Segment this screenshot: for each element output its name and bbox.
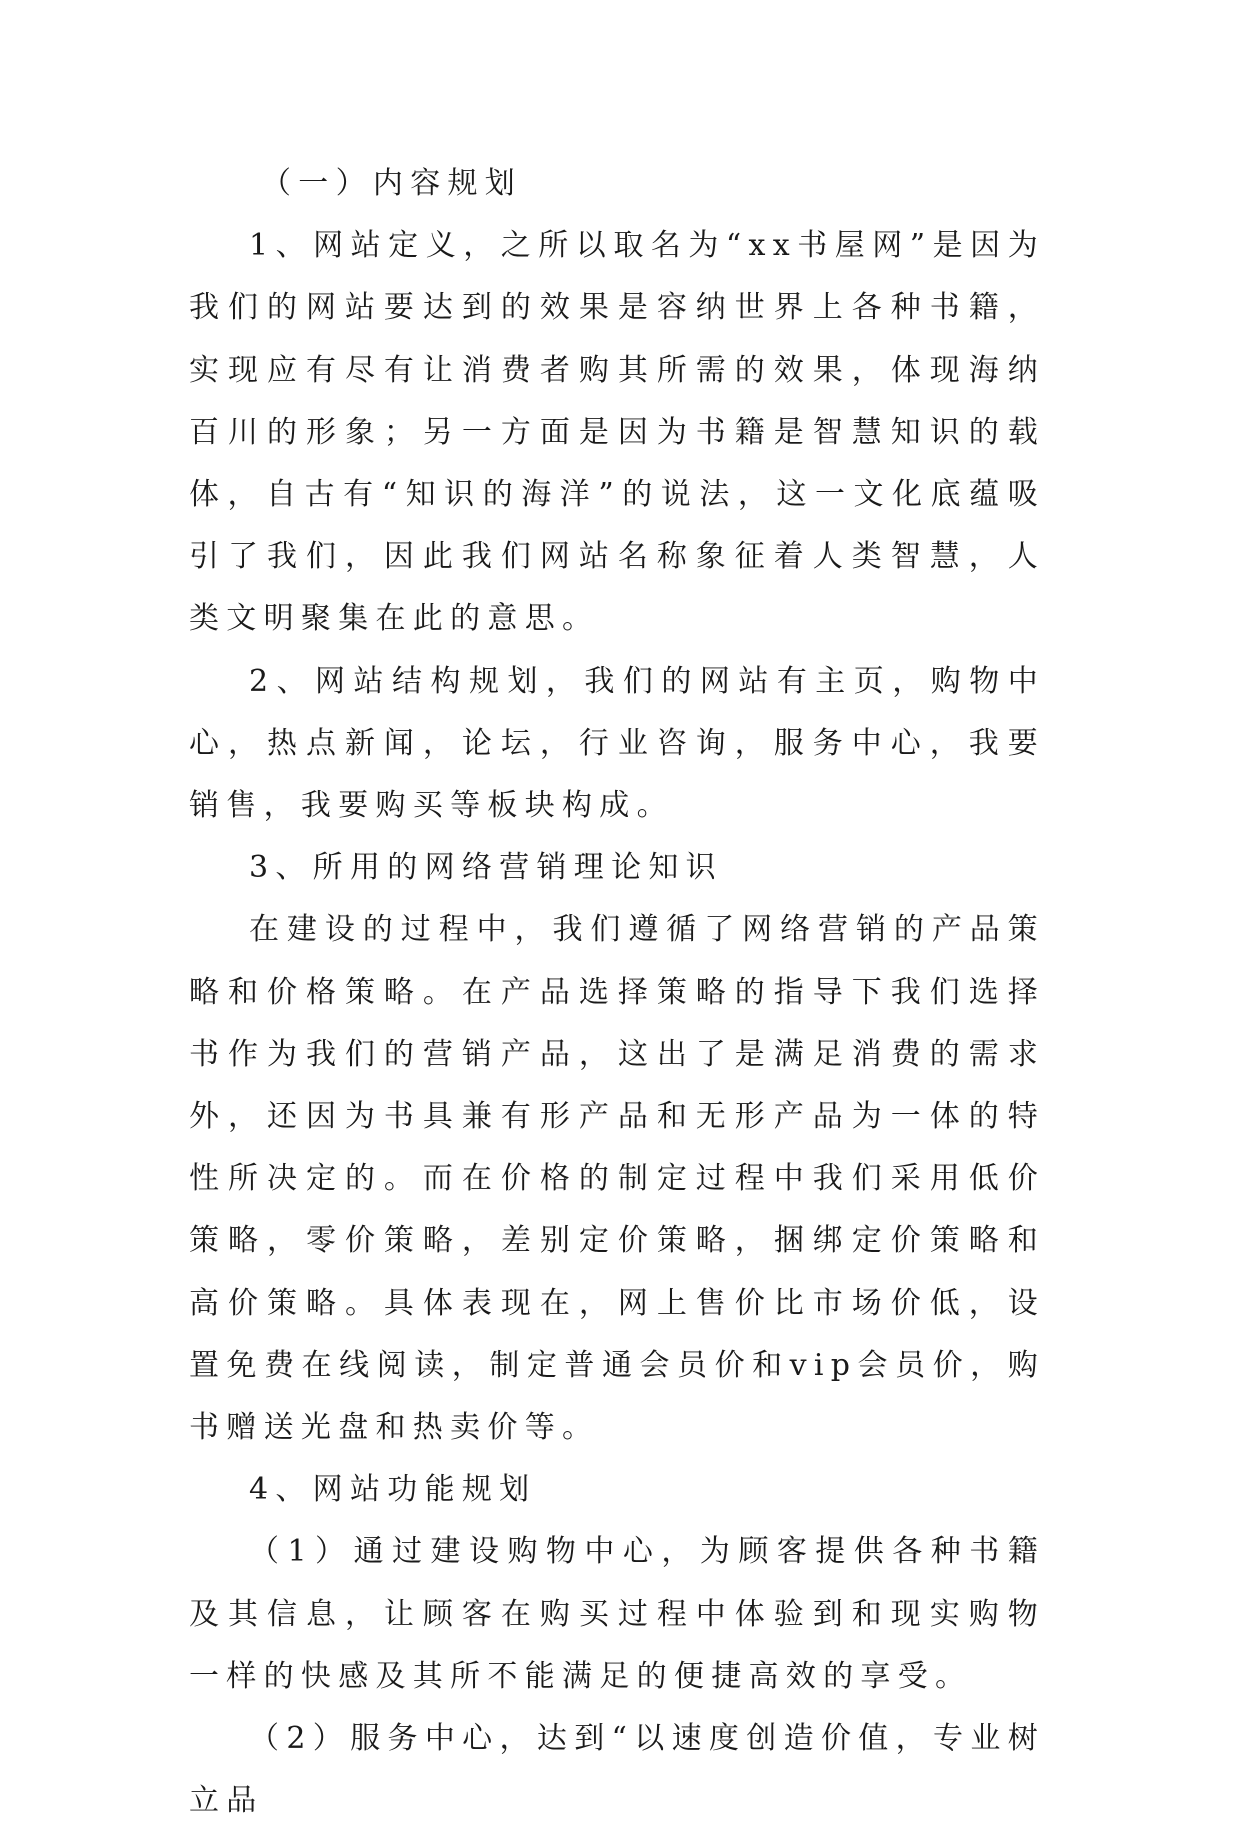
paragraph-service-center: （2）服务中心，达到“以速度创造价值，专业树立品 (189, 1721, 1045, 1819)
paragraph-marketing-heading: 3、所用的网络营销理论知识 (249, 850, 723, 886)
document-body (189, 153, 1045, 1832)
section-heading: （一）内容规划 (261, 166, 523, 201)
paragraph-site-structure: 2、网站结构规划，我们的网站有主页，购物中心，热点新闻，论坛，行业咨询，服务中心，我要销售，我要购买等板块构成。 (189, 663, 1045, 824)
paragraph-site-definition: 1、网站定义，之所以取名为“xx书屋网”是因为我们的网站要达到的效果是容纳世界上各种书籍，实现应有尽有让消费者购其所需的效果，体现海纳百川的形象；另一方面是因为书籍是智慧知识的载体，自古有“知识的海洋”的说法，这一文化底蕴吸引了我们，因此我们网站名称象征着人类智慧，人类文明聚集在此的意思。 (189, 228, 1045, 637)
paragraph-marketing-strategy: 在建设的过程中，我们遵循了网络营销的产品策略和价格策略。在产品选择策略的指导下我们选择书作为我们的营销产品，这出了是满足消费的需求外，还因为书具兼有形产品和无形产品为一体的特性所决定的。而在价格的制定过程中我们采用低价策略，零价策略，差别定价策略，捆绑定价策略和高价策略。具体表现在，网上售价比市场价低，设置免费在线阅读，制定普通会员价和vip会员价，购书赠送光盘和热卖价等。 (189, 912, 1045, 1446)
paragraph-shopping-center: （1）通过建设购物中心，为顾客提供各种书籍及其信息，让顾客在购买过程中体验到和现实购物一样的快感及其所不能满足的便捷高效的享受。 (189, 1534, 1045, 1694)
paragraph-function-heading: 4、网站功能规划 (249, 1472, 537, 1508)
